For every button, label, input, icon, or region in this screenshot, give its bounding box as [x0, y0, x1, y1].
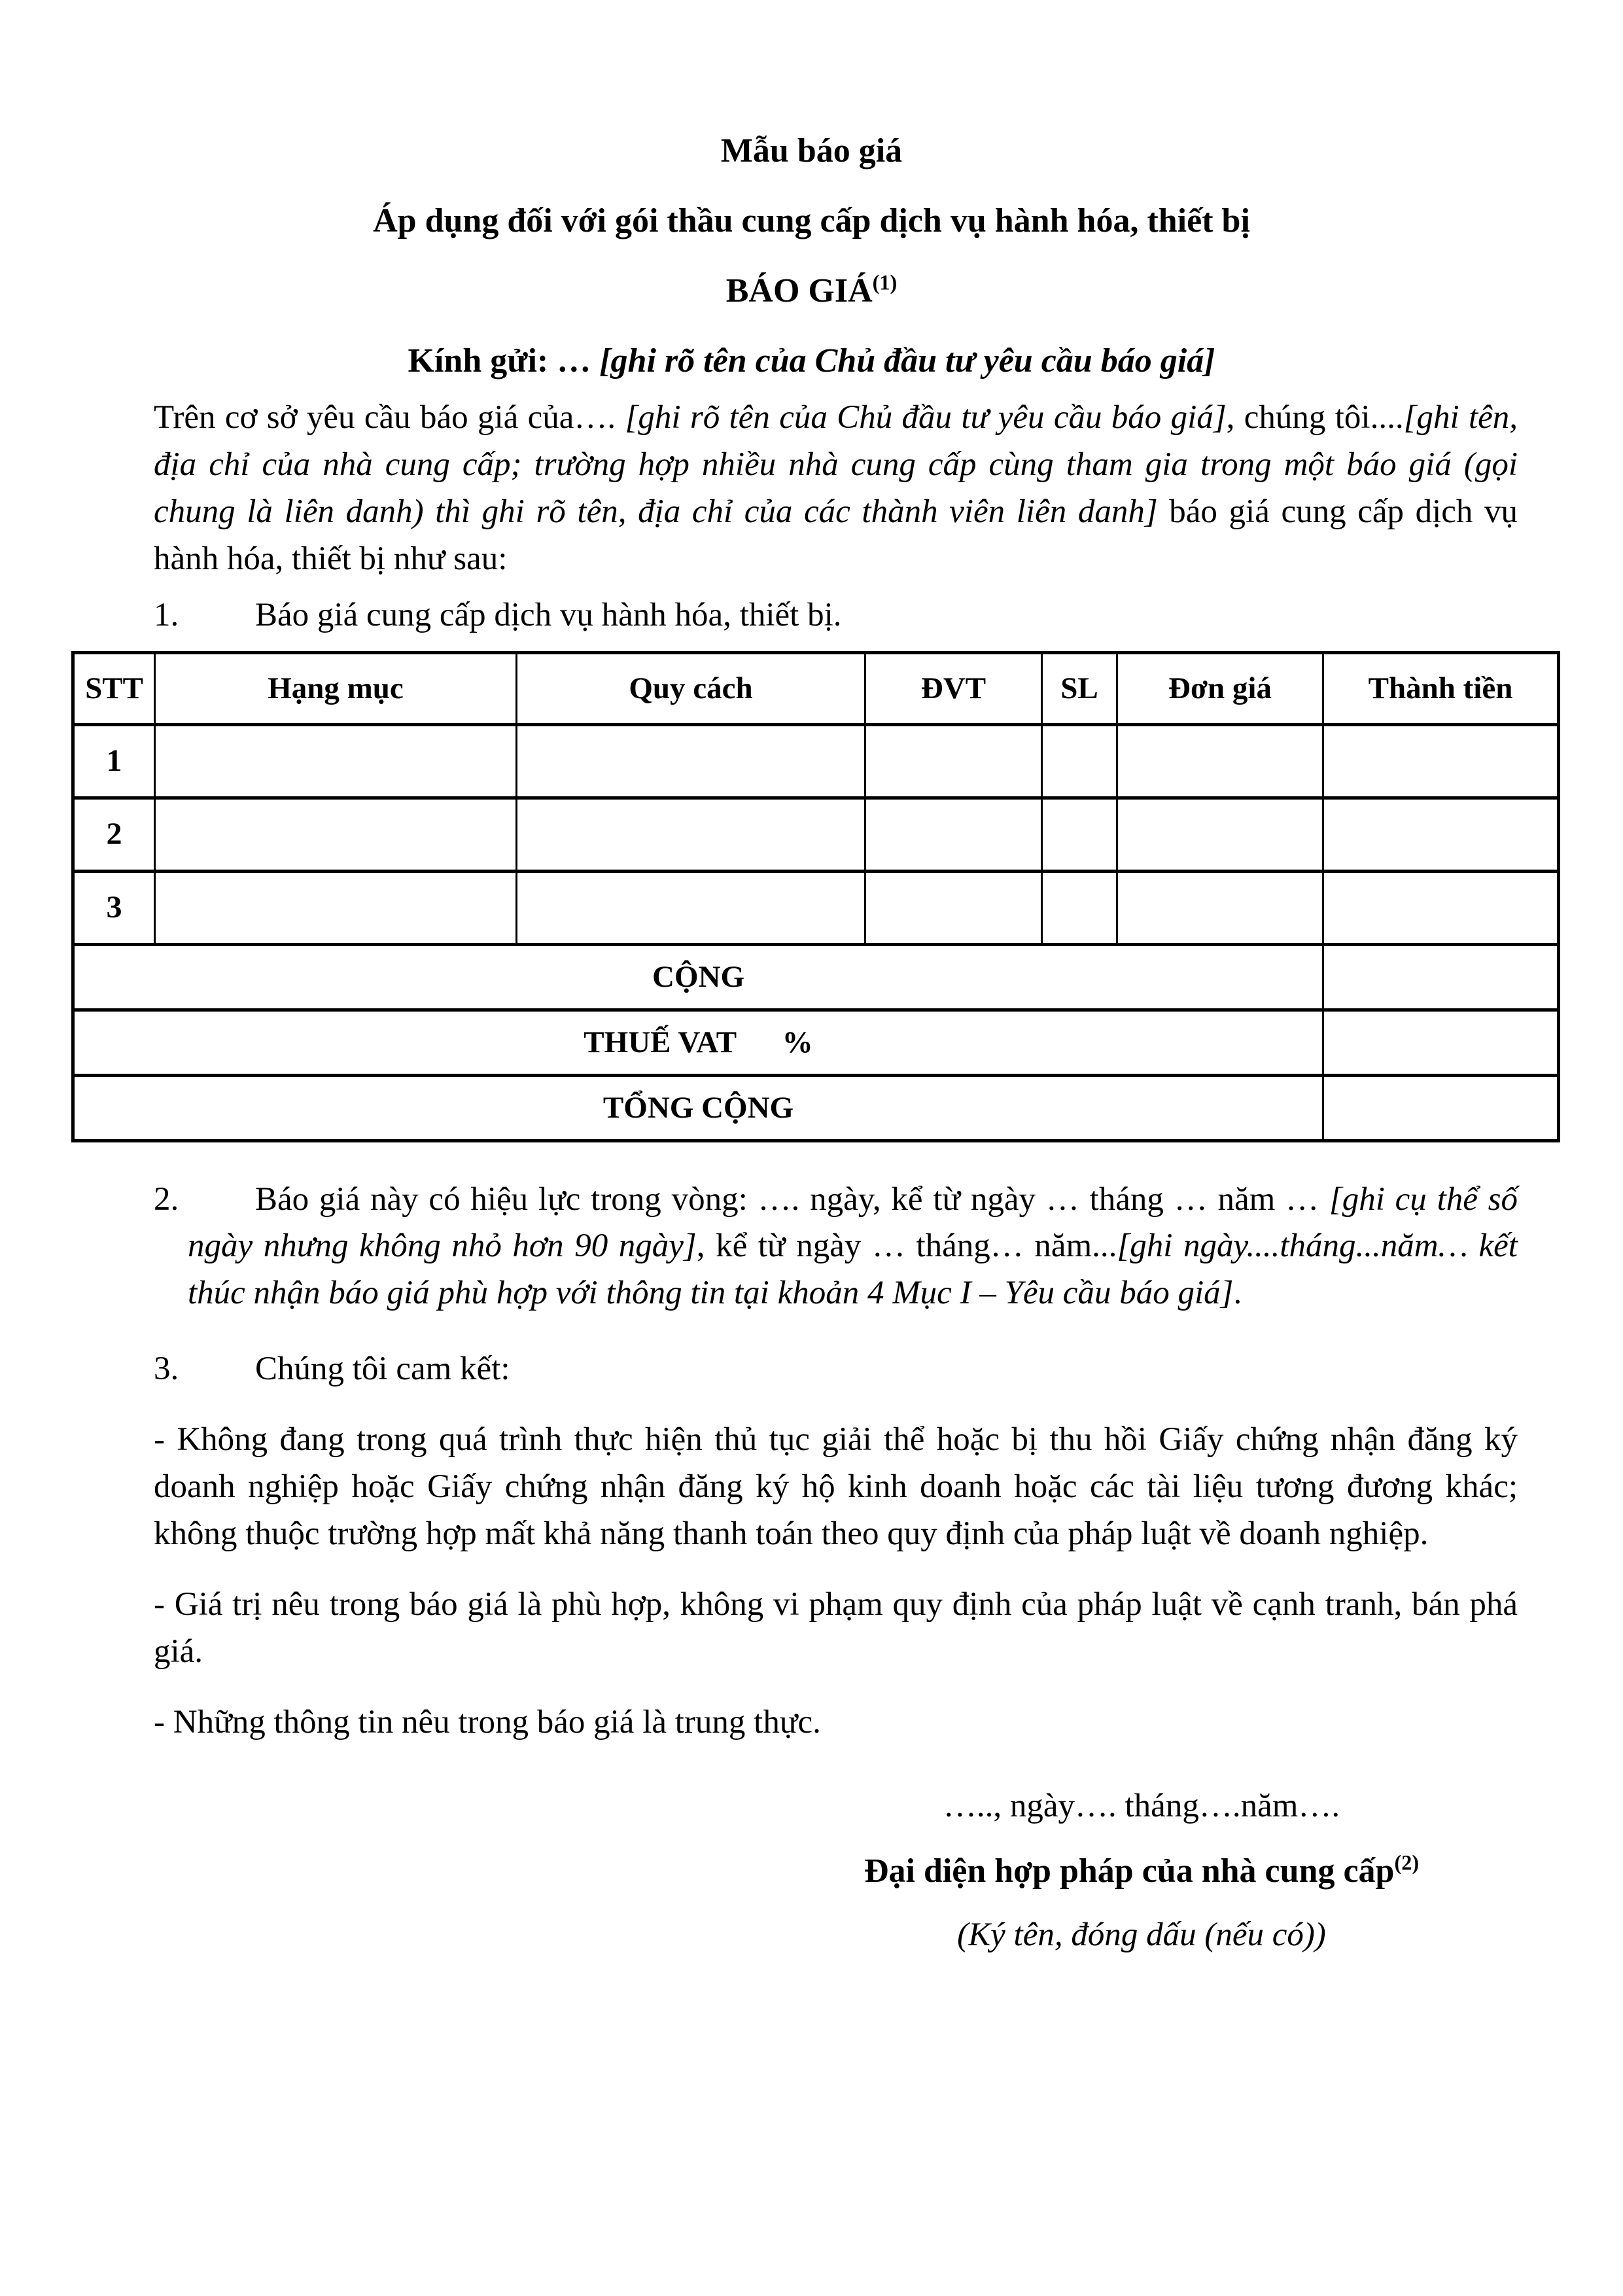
empty-cell: [155, 871, 517, 944]
table-row: [73, 871, 1559, 944]
empty-cell: [1117, 798, 1323, 871]
numbered-item-2: [154, 1176, 1518, 1318]
summary-row-tong-cong: [73, 1075, 1559, 1140]
row-number-cell: 2: [73, 798, 155, 871]
empty-cell: [517, 724, 865, 798]
numbered-item-1: [154, 592, 1518, 639]
item-3-text: Chúng tôi cam kết:: [255, 1351, 510, 1388]
empty-cell: [1323, 724, 1559, 798]
quotation-table: [71, 651, 1560, 1142]
empty-cell: [1323, 944, 1559, 1010]
empty-cell: [1323, 798, 1559, 871]
item-2-number: 2.: [154, 1180, 179, 1218]
commitment-bullet-3: - Những thông tin nêu trong báo giá là trung thực.: [154, 1703, 821, 1740]
empty-cell: [1042, 724, 1117, 798]
empty-cell: [1117, 871, 1323, 944]
body-text-column: [154, 395, 1518, 639]
document-title: [0, 270, 1623, 309]
summary-label-cell: THUẾ VAT %: [73, 1010, 1323, 1075]
signer-title: [765, 1847, 1518, 1895]
empty-cell: [865, 798, 1042, 871]
document-header: [0, 0, 1623, 378]
col-header-sl: SL: [1042, 652, 1117, 724]
col-header-thanh-tien: Thành tiền: [1323, 652, 1559, 724]
summary-row-vat: [73, 1010, 1559, 1075]
empty-cell: [155, 798, 517, 871]
commitment-bullet-1: - Không đang trong quá trình thực hiện thủ tục giải thể hoặc bị thu hồi Giấy chứng nhận đăng ký doanh nghiệp hoặc Giấy chứng nhận đăng ký hộ kinh doanh hoặc các tài liệu tương đương khác; không thuộc trường hợp mất khả năng thanh toán theo quy định của pháp luật về doanh nghiệp.: [154, 1421, 1518, 1552]
numbered-item-3: [154, 1346, 1518, 1393]
item-1-text: Báo giá cung cấp dịch vụ hành hóa, thiết bị.: [255, 596, 842, 633]
empty-cell: [155, 724, 517, 798]
signer-title-text: Đại diện hợp pháp của nhà cung cấp: [864, 1852, 1395, 1890]
row-number-cell: 3: [73, 871, 155, 944]
col-header-stt: STT: [73, 652, 155, 724]
table-row: [73, 724, 1559, 798]
col-header-don-gia: Đơn giá: [1117, 652, 1323, 724]
col-header-dvt: ĐVT: [865, 652, 1042, 724]
sign-note: (Ký tên, đóng dấu (nếu có)): [957, 1916, 1326, 1953]
item-3-number: 3.: [154, 1351, 179, 1388]
form-subtitle: Áp dụng đối với gói thầu cung cấp dịch vụ hành hóa, thiết bị: [373, 202, 1250, 239]
salutation-line: Kính gửi: … [ghi rõ tên của Chủ đầu tư yêu cầu báo giá]: [408, 342, 1215, 380]
form-title: Mẫu báo giá: [720, 132, 903, 169]
footnote-ref-2: (2): [1394, 1850, 1420, 1875]
summary-label-cell: CỘNG: [73, 944, 1323, 1010]
empty-cell: [517, 871, 865, 944]
empty-cell: [1117, 724, 1323, 798]
empty-cell: [1323, 871, 1559, 944]
row-number-cell: 1: [73, 724, 155, 798]
empty-cell: [1323, 1010, 1559, 1075]
col-header-hang-muc: Hạng mục: [155, 652, 517, 724]
table-row: [73, 798, 1559, 871]
summary-label-cell: TỔNG CỘNG: [73, 1075, 1323, 1140]
table-header-row: [73, 652, 1559, 724]
empty-cell: [865, 871, 1042, 944]
summary-row-cong: [73, 944, 1559, 1010]
item-1-number: 1.: [154, 596, 179, 633]
signature-block: [765, 1783, 1518, 1959]
empty-cell: [1042, 798, 1117, 871]
document-title-text: BÁO GIÁ: [725, 272, 873, 309]
empty-cell: [1042, 871, 1117, 944]
item-2-text: Báo giá này có hiệu lực trong vòng: …. ngày, kể từ ngày … tháng … năm … [ghi cụ thể số ngày nhưng không nhỏ hơn 90 ngày], kể từ ngày … tháng… năm...[ghi ngày....tháng...năm… kết thúc nhận báo giá phù hợp với thông tin tại khoản 4 Mục I – Yêu cầu báo giá].: [188, 1180, 1518, 1312]
commitment-bullet-2: - Giá trị nêu trong báo giá là phù hợp, không vi phạm quy định của pháp luật về cạnh tranh, bán phá giá.: [154, 1585, 1518, 1670]
footnote-ref-1: (1): [872, 270, 898, 294]
body-text-column-2: [154, 1176, 1518, 1746]
date-line: ….., ngày…. tháng….năm….: [943, 1787, 1340, 1824]
intro-paragraph: Trên cơ sở yêu cầu báo giá của…. [ghi rõ tên của Chủ đầu tư yêu cầu báo giá], chúng tôi....[ghi tên, địa chỉ của nhà cung cấp; trường hợp nhiều nhà cung cấp cùng tham gia trong một báo giá (gọi chung là liên danh) thì ghi rõ tên, địa chỉ của các thành viên liên danh] báo giá cung cấp dịch vụ hành hóa, thiết bị như sau:: [154, 399, 1518, 577]
col-header-quy-cach: Quy cách: [517, 652, 865, 724]
empty-cell: [1323, 1075, 1559, 1140]
empty-cell: [865, 724, 1042, 798]
empty-cell: [517, 798, 865, 871]
